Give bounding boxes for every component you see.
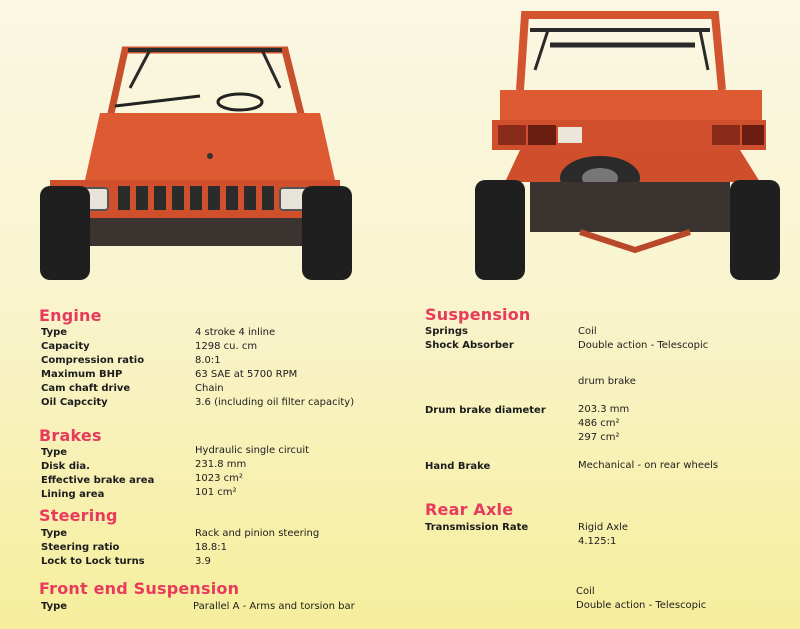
rear-axle-transmission-label: Transmission Rate bbox=[425, 522, 529, 533]
suspension-springs-label: Springs bbox=[425, 326, 468, 337]
engine-heading: Engine bbox=[39, 306, 102, 325]
suspension-area-2-value: 297 cm² bbox=[578, 432, 620, 443]
engine-capacity-value: 1298 cu. cm bbox=[195, 341, 258, 352]
engine-oil-label: Oil Capccity bbox=[41, 397, 108, 408]
front-suspension-heading: Front end Suspension bbox=[39, 579, 240, 598]
steering-lock-value: 3.9 bbox=[195, 556, 211, 567]
brakes-disk-label: Disk dia. bbox=[41, 461, 90, 472]
rear-axle-shock-value: Double action - Telescopic bbox=[576, 600, 707, 611]
brakes-type-label: Type bbox=[41, 447, 68, 458]
suspension-shock-label: Shock Absorber bbox=[425, 340, 514, 351]
brakes-disk-value: 231.8 mm bbox=[195, 459, 247, 470]
steering-type-label: Type bbox=[41, 528, 68, 539]
rear-axle-heading: Rear Axle bbox=[425, 500, 514, 519]
engine-compression-value: 8.0:1 bbox=[195, 355, 221, 366]
engine-capacity-label: Capacity bbox=[41, 341, 90, 352]
front-suspension-type-value: Parallel A - Arms and torsion bar bbox=[193, 601, 355, 612]
car-front-photo bbox=[30, 28, 370, 290]
front-suspension-type-label: Type bbox=[41, 601, 68, 612]
suspension-shock-value: Double action - Telescopic bbox=[578, 340, 709, 351]
suspension-springs-value: Coil bbox=[578, 326, 597, 337]
brakes-lining-value: 101 cm² bbox=[195, 487, 237, 498]
rear-axle-type-value: Rigid Axle bbox=[578, 522, 629, 533]
engine-type-value: 4 stroke 4 inline bbox=[195, 327, 276, 338]
engine-cam-label: Cam chaft drive bbox=[41, 383, 131, 394]
brakes-lining-label: Lining area bbox=[41, 489, 105, 500]
engine-compression-label: Compression ratio bbox=[41, 355, 145, 366]
rear-axle-ratio-value: 4.125:1 bbox=[578, 536, 617, 547]
engine-type-label: Type bbox=[41, 327, 68, 338]
suspension-hand-brake-value: Mechanical - on rear wheels bbox=[578, 460, 719, 471]
car-rear-photo bbox=[460, 10, 790, 292]
steering-type-value: Rack and pinion steering bbox=[195, 528, 320, 539]
rear-axle-coil-value: Coil bbox=[576, 586, 595, 597]
suspension-heading: Suspension bbox=[425, 305, 531, 324]
brakes-type-value: Hydraulic single circuit bbox=[195, 445, 310, 456]
engine-bhp-label: Maximum BHP bbox=[41, 369, 123, 380]
engine-oil-value: 3.6 (including oil filter capacity) bbox=[195, 397, 355, 408]
suspension-drum-diameter-value: 203.3 mm bbox=[578, 404, 630, 415]
brakes-heading: Brakes bbox=[39, 426, 102, 445]
steering-ratio-value: 18.8:1 bbox=[195, 542, 227, 553]
engine-cam-value: Chain bbox=[195, 383, 224, 394]
brakes-effective-label: Effective brake area bbox=[41, 475, 155, 486]
steering-ratio-label: Steering ratio bbox=[41, 542, 120, 553]
suspension-drum-diameter-label: Drum brake diameter bbox=[425, 405, 546, 416]
steering-heading: Steering bbox=[39, 506, 118, 525]
steering-lock-label: Lock to Lock turns bbox=[41, 556, 145, 567]
engine-bhp-value: 63 SAE at 5700 RPM bbox=[195, 369, 298, 380]
suspension-drum-brake-value: drum brake bbox=[578, 376, 636, 387]
suspension-area-1-value: 486 cm² bbox=[578, 418, 620, 429]
brakes-effective-value: 1023 cm² bbox=[195, 473, 243, 484]
suspension-hand-brake-label: Hand Brake bbox=[425, 461, 491, 472]
